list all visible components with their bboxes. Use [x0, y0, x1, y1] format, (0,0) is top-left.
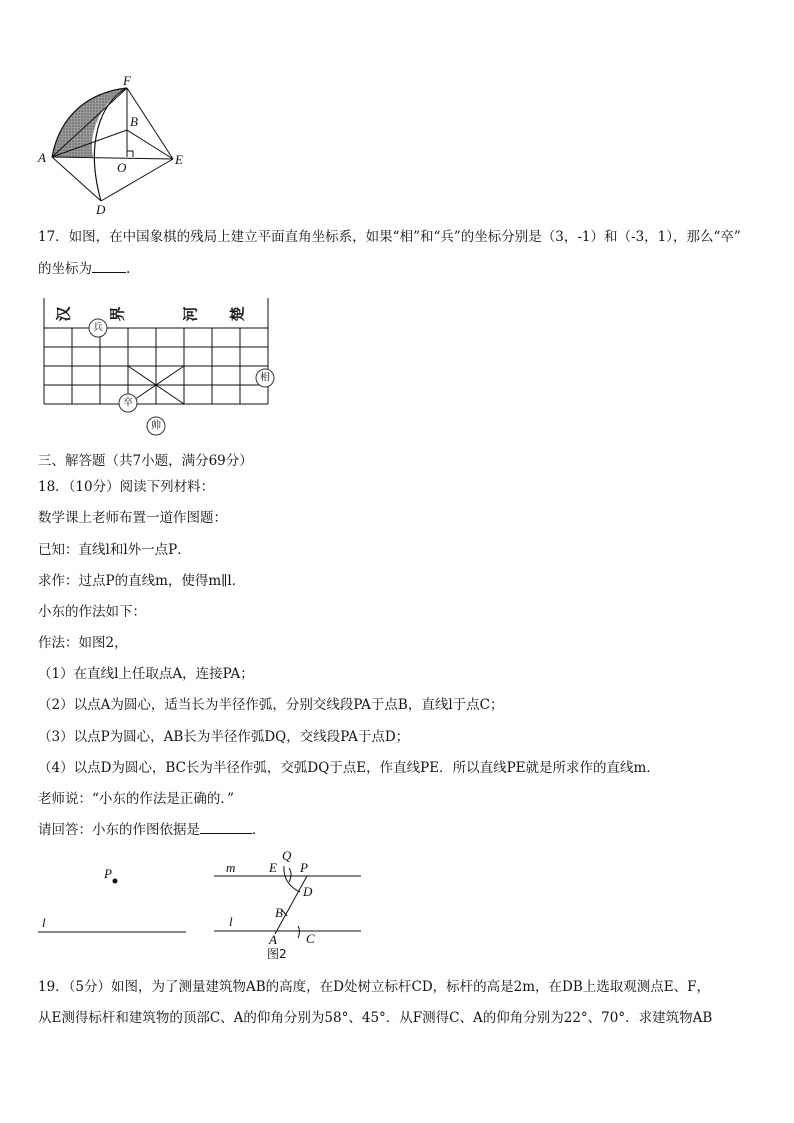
- piece-zu: [119, 394, 137, 412]
- q18-answer-line: [38, 821, 266, 839]
- label-a2: A: [269, 932, 277, 947]
- figure-18-right: [205, 846, 370, 964]
- segment-ae: [52, 157, 173, 159]
- river-char-he: 河: [181, 306, 200, 322]
- label-e2: E: [269, 860, 277, 875]
- point-p: [113, 879, 118, 884]
- q19-line2: 从E测得标杆和建筑物的顶部C、A的仰角分别为58°、45°．从F测得C、A的仰角分别为22°、70°．求建筑物AB: [38, 1010, 713, 1026]
- q18-answer-pre: 请回答：小东的作图依据是: [38, 822, 200, 838]
- figure-18-left: [30, 860, 200, 950]
- q18-header: 18．（10分）阅读下列材料：: [38, 479, 215, 495]
- piece-bing: [89, 319, 107, 337]
- chess-board-figure: [36, 296, 280, 438]
- q18-line3: 求作：过点P的直线m，使得m∥l．: [38, 573, 246, 589]
- label-c2: C: [306, 931, 315, 946]
- label-d: D: [96, 202, 106, 217]
- q18-step2: （2）以点A为圆心，适当长为半径作弧，分别交线段PA于点B，直线l于点C；: [38, 697, 504, 713]
- segment-de: [101, 159, 173, 201]
- q18-line1: 数学课上老师布置一道作图题：: [38, 510, 227, 526]
- label-q: Q: [282, 848, 292, 863]
- q18-answer-blank[interactable]: [200, 821, 252, 834]
- q18-step1: （1）在直线l上任取点A，连接PA；: [38, 666, 254, 682]
- segment-be: [127, 130, 173, 159]
- left-label-p: P: [104, 866, 112, 881]
- arc-c: [298, 926, 300, 938]
- right-angle-mark: [127, 151, 133, 157]
- label-d2: D: [303, 884, 313, 899]
- figure-2-caption: 图2: [267, 947, 287, 961]
- river-char-jie: 界: [108, 306, 127, 322]
- q18-step4: （4）以点D为圆心，BC长为半径作弧，交弧DQ于点E，作直线PE．所以直线PE就是所求作的直线m．: [38, 760, 660, 776]
- label-a: A: [38, 150, 46, 165]
- q18-answer-post: ．: [252, 822, 266, 838]
- label-l2: l: [229, 914, 233, 929]
- label-f: F: [123, 74, 131, 88]
- label-p2: P: [300, 860, 308, 875]
- label-m: m: [226, 860, 236, 875]
- q18-line4: 小东的作法如下：: [38, 604, 146, 620]
- q18-line5: 作法：如图2，: [38, 635, 128, 651]
- q17-line1: 17．如图，在中国象棋的残局上建立平面直角坐标系，如果“相”和“兵”的坐标分别是（3，-1）和（-3，1），那么“卒”: [38, 229, 741, 245]
- q18-step3: （3）以点P为圆心，AB长为半径作弧DQ，交线段PA于点D；: [38, 729, 410, 745]
- q17-line2-post: .: [126, 261, 131, 277]
- q18-line2: 已知：直线l和l外一点P．: [38, 542, 191, 558]
- piece-xiang-label: 相: [260, 372, 270, 384]
- label-b2: B: [275, 905, 283, 920]
- piece-xiang: [256, 369, 274, 387]
- figure-16: [30, 74, 200, 224]
- label-o: O: [117, 160, 127, 175]
- arc-dq: [284, 866, 300, 892]
- section-3-heading: 三、解答题（共7小题，满分69分）: [38, 453, 253, 469]
- river-char-chu: 楚: [228, 306, 247, 322]
- q19-line1: 19．（5分）如图，为了测量建筑物AB的高度，在D处树立标杆CD，标杆的高是2m，在DB上选取观测点E、F，: [38, 979, 711, 995]
- piece-zu-label: 卒: [123, 397, 133, 409]
- piece-shuai-label: 帅: [151, 420, 161, 432]
- label-b: B: [130, 114, 138, 129]
- label-e: E: [175, 152, 183, 167]
- left-label-l: l: [42, 915, 46, 930]
- river-char-han: 汉: [54, 306, 73, 322]
- q17-line2: [38, 260, 130, 278]
- arc-e: [289, 868, 291, 882]
- piece-bing-label: 兵: [93, 322, 103, 334]
- segment-ad: [52, 157, 101, 201]
- q18-teacher: 老师说：“小东的作法是正确的．”: [38, 791, 235, 807]
- q17-answer-blank[interactable]: [92, 260, 126, 273]
- piece-shuai: [147, 417, 165, 435]
- q17-line2-pre: 的坐标为: [38, 261, 92, 277]
